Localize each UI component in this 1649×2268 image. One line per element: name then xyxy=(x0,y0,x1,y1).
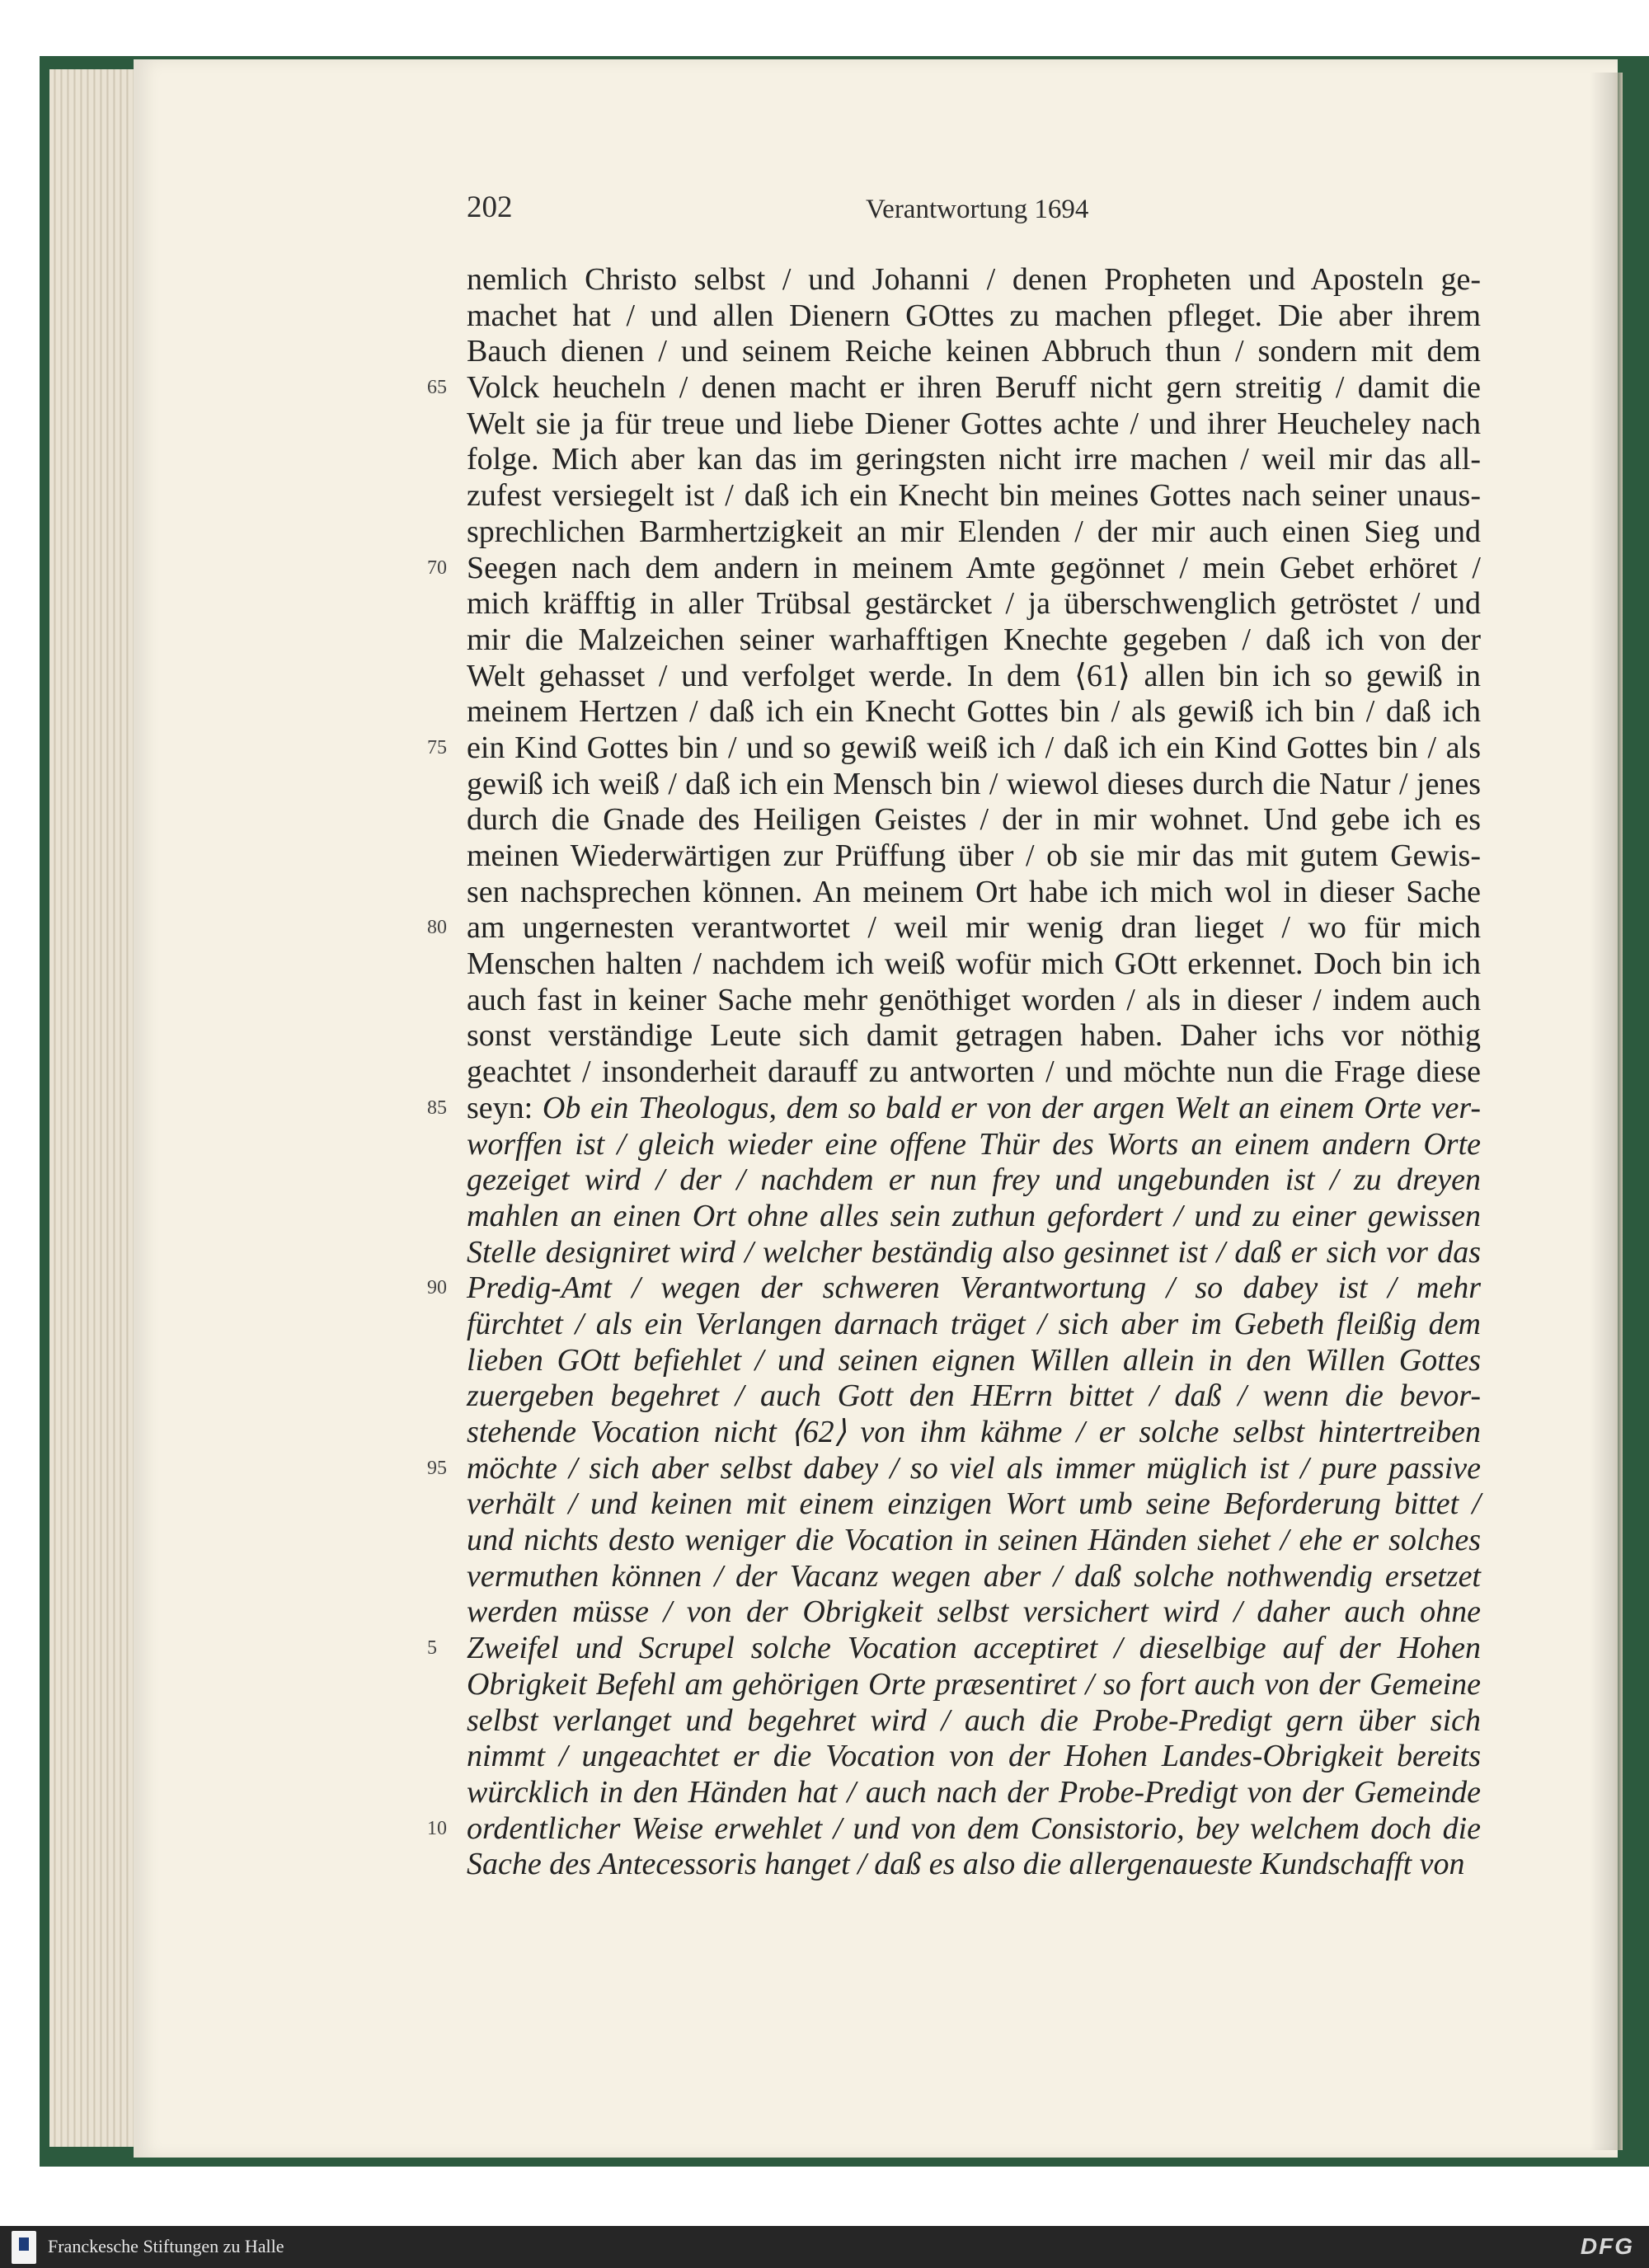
line-text: sonst verständige Leute sich damit getragen haben. Daher ichs vor nöthig xyxy=(467,1018,1481,1054)
line-text: Welt gehasset / und verfolget werde. In dem ⟨61⟩ allen bin ich so gewiß in xyxy=(467,658,1481,693)
line-text: ordentlicher Weise erwehlet / und von dem Consistorio, bey welchem doch die xyxy=(467,1810,1481,1846)
line-number: 70 xyxy=(427,556,447,579)
text-line xyxy=(427,1810,1481,1848)
line-text: und nichts desto weniger die Vocation in seinen Händen siehet / ehe er solches xyxy=(467,1523,1481,1558)
running-title: Verantwortung 1694 xyxy=(866,195,1089,224)
text-line xyxy=(467,406,1481,443)
text-line xyxy=(467,1703,1481,1740)
text-line xyxy=(427,1631,1481,1667)
line-text: folge. Mich aber kan das im geringsten nicht irre machen / weil mir das all- xyxy=(467,442,1481,477)
line-text-roman: seyn: xyxy=(467,1090,543,1125)
text-line xyxy=(467,1415,1481,1451)
text-line xyxy=(467,1559,1481,1595)
text-line xyxy=(467,334,1481,370)
institution-logo-icon xyxy=(12,2231,36,2264)
text-line xyxy=(427,1270,1481,1307)
text-line xyxy=(467,1847,1481,1883)
line-text: fürchtet / als ein Verlangen darnach träget / sich aber im Gebeth fleißig dem xyxy=(467,1306,1481,1341)
line-text: nemlich Christo selbst / und Johanni / denen Propheten und Aposteln ge- xyxy=(467,262,1481,297)
footer-bar xyxy=(0,2226,1649,2268)
line-text: verhält / und keinen mit einem einzigen Wort umb seine Beforderung bittet / xyxy=(467,1486,1481,1522)
line-text: meinen Wiederwärtigen zur Prüffung über / ob sie mir das mit gutem Gewis- xyxy=(467,838,1481,873)
text-line xyxy=(467,1343,1481,1379)
text-line xyxy=(467,802,1481,838)
line-text: lieben GOtt befiehlet / und seinen eignen Willen allein in den Willen Gottes xyxy=(467,1342,1481,1378)
text-line xyxy=(467,1127,1481,1163)
text-line xyxy=(467,659,1481,695)
page-number: 202 xyxy=(467,190,513,224)
line-text: selbst verlanget und begehret wird / auch die Probe-Predigt gern über sich xyxy=(467,1702,1481,1738)
text-line xyxy=(467,1486,1481,1523)
line-text: Bauch dienen / und seinem Reiche keinen Abbruch thun / sondern mit dem xyxy=(467,334,1481,369)
text-line xyxy=(427,370,1481,406)
line-text: mir die Malzeichen seiner warhafftigen Knechte gegeben / daß ich von der xyxy=(467,622,1481,657)
text-line xyxy=(467,1523,1481,1559)
line-text: werden müsse / von der Obrigkeit selbst versichert wird / daher auch ohne xyxy=(467,1594,1481,1630)
text-line xyxy=(467,1054,1481,1091)
line-text: worffen ist / gleich wieder eine offene Thür des Worts an einem andern Orte xyxy=(467,1126,1481,1162)
text-line xyxy=(467,1594,1481,1631)
line-text: machet hat / und allen Dienern GOttes zu machen pfleget. Die aber ihrem xyxy=(467,298,1481,333)
text-line xyxy=(467,586,1481,622)
text-line xyxy=(467,1199,1481,1235)
text-line xyxy=(467,1162,1481,1199)
text-line xyxy=(467,875,1481,911)
line-text: gezeiget wird / der / nachdem er nun frey und ungebunden ist / zu dreyen xyxy=(467,1162,1481,1198)
line-text: am ungernesten verantwortet / weil mir wenig dran lieget / wo für mich xyxy=(467,910,1481,946)
line-text: vermuthen können / der Vacanz wegen aber / daß solche nothwendig ersetzet xyxy=(467,1558,1481,1594)
text-line xyxy=(467,838,1481,875)
text-line xyxy=(467,1667,1481,1703)
text-line xyxy=(467,946,1481,983)
line-number: 5 xyxy=(427,1637,437,1660)
text-line xyxy=(467,1775,1481,1811)
text-line xyxy=(467,262,1481,298)
line-number: 85 xyxy=(427,1096,447,1119)
text-line xyxy=(427,1090,1482,1127)
text-line xyxy=(467,622,1481,659)
line-text: Menschen halten / nachdem ich weiß wofür mich GOtt erkennet. Doch bin ich xyxy=(467,946,1481,982)
line-number: 95 xyxy=(427,1457,447,1479)
line-text: sprechlichen Barmhertzigkeit an mir Elenden / der mir auch einen Sieg und xyxy=(467,514,1481,549)
line-text: ein Kind Gottes bin / und so gewiß weiß ich / daß ich ein Kind Gottes bin / als xyxy=(467,730,1481,765)
institution-name: Franckesche Stiftungen zu Halle xyxy=(48,2236,284,2256)
text-line xyxy=(467,1378,1481,1415)
line-text: gewiß ich weiß / daß ich ein Mensch bin / wiewol dieses durch die Natur / jenes xyxy=(467,766,1481,801)
line-text-italic: Ob ein Theologus, dem so bald er von der argen Welt an einem Orte ver- xyxy=(542,1090,1482,1125)
line-text xyxy=(467,1091,1481,1127)
running-head xyxy=(467,183,1481,232)
text-line xyxy=(467,767,1481,803)
text-line xyxy=(427,550,1481,587)
line-number: 65 xyxy=(427,377,447,399)
line-text: mahlen an einen Ort ohne alles sein zuthun gefordert / und zu einer gewissen xyxy=(467,1198,1481,1233)
line-text: auch fast in keiner Sache mehr genöthiget worden / als in dieser / indem auch xyxy=(467,982,1481,1017)
text-line xyxy=(467,983,1481,1019)
gutter-shadow xyxy=(1590,73,1623,2150)
line-number: 10 xyxy=(427,1817,447,1839)
text-line xyxy=(427,730,1481,767)
line-text: Stelle designiret wird / welcher beständig also gesinnet ist / daß er sich vor das xyxy=(467,1234,1481,1270)
line-text: Predig-Amt / wegen der schweren Verantwortung / so dabey ist / mehr xyxy=(467,1270,1481,1306)
line-text: Welt sie ja für treue und liebe Diener Gottes achte / und ihrer Heucheley nach xyxy=(467,406,1481,441)
line-number: 75 xyxy=(427,736,447,758)
text-line xyxy=(467,1739,1481,1775)
text-line xyxy=(467,1235,1481,1271)
text-line xyxy=(467,478,1481,514)
text-line xyxy=(467,514,1481,551)
line-text: geachtet / insonderheit darauff zu antworten / und möchte nun die Frage diese xyxy=(467,1054,1481,1090)
line-number: 80 xyxy=(427,917,447,939)
line-text: Zweifel und Scrupel solche Vocation acceptiret / dieselbige auf der Hohen xyxy=(467,1631,1481,1666)
line-text: sen nachsprechen können. An meinem Ort habe ich mich wol in dieser Sache xyxy=(467,874,1481,909)
text-line xyxy=(427,910,1481,946)
text-line xyxy=(467,1307,1481,1343)
text-line xyxy=(427,1450,1481,1487)
text-line xyxy=(467,694,1481,730)
line-text: nimmt / ungeachtet er die Vocation von der Hohen Landes-Obrigkeit bereits xyxy=(467,1739,1481,1774)
line-text: Obrigkeit Befehl am gehörigen Orte præsentiret / so fort auch von der Gemeine xyxy=(467,1666,1481,1702)
line-text: mich kräfftig in aller Trübsal gestärcket / ja überschwenglich getröstet / und xyxy=(467,586,1481,622)
text-line xyxy=(467,298,1481,335)
line-text: zufest versiegelt ist / daß ich ein Knecht bin meines Gottes nach seiner unaus- xyxy=(467,478,1481,514)
line-text: Volck heucheln / denen macht er ihren Beruff nicht gern streitig / damit die xyxy=(467,370,1481,406)
page-edges xyxy=(49,69,139,2147)
text-line xyxy=(467,442,1481,478)
line-text: stehende Vocation nicht ⟨62⟩ von ihm kähme / er solche selbst hintertreiben xyxy=(467,1415,1481,1449)
line-text: würcklich in den Händen hat / auch nach der Probe-Predigt von der Gemeinde xyxy=(467,1774,1481,1810)
line-text: durch die Gnade des Heiligen Geistes / der in mir wohnet. Und gebe ich es xyxy=(467,802,1481,838)
dfg-logo: DFG xyxy=(1580,2233,1634,2259)
line-text: meinem Hertzen / daß ich ein Knecht Gottes bin / als gewiß ich bin / daß ich xyxy=(467,694,1481,730)
text-block xyxy=(427,262,1482,1883)
line-number: 90 xyxy=(427,1277,447,1299)
line-text: Seegen nach dem andern in meinem Amte gegönnet / mein Gebet erhöret / xyxy=(467,550,1481,585)
line-text: Sache des Antecessoris hanget / daß es also die allergenaueste Kundschafft von xyxy=(467,1847,1465,1882)
text-line xyxy=(467,1018,1481,1054)
line-text: zuergeben begehret / auch Gott den HErrn bittet / daß / wenn die bevor- xyxy=(467,1378,1481,1414)
line-text: möchte / sich aber selbst dabey / so viel als immer müglich ist / pure passive xyxy=(467,1450,1481,1486)
